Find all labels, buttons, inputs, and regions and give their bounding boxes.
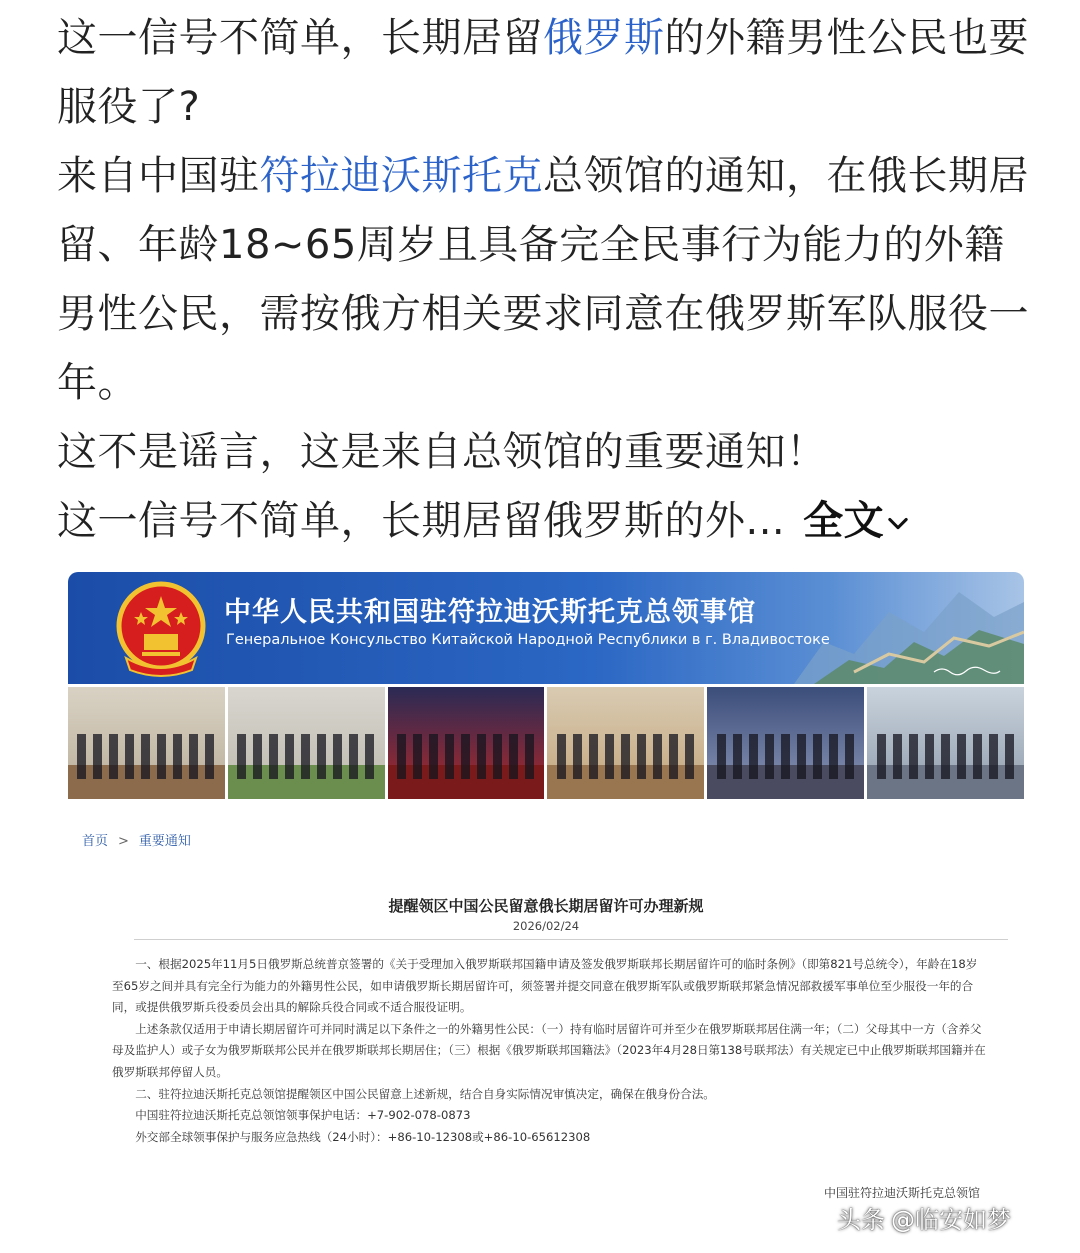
embedded-screenshot[interactable] [68, 572, 1024, 1237]
mfa-hotline: 外交部全球领事保护与服务应急热线（24小时）：+86-10-12308或+86-10-65612308 [135, 1129, 591, 1144]
post-paragraph-1 [57, 4, 1032, 142]
notice-paragraph: 二、驻符拉迪沃斯托克总领馆提醒领区中国公民留意上述新规，结合自身实际情况审慎决定，确保在俄身份合法。 [135, 1086, 715, 1101]
notice-title: 提醒领区中国公民留意俄长期居留许可办理新规 [388, 897, 704, 915]
notice-paragraph: 一、根据2025年11月5日俄罗斯总统普京签署的《关于受理加入俄罗斯联邦国籍申请及签发俄罗斯联邦长期居留许可的临时条例》（即第821号总统令），年龄在18岁至65岁之间并具有完全行为能力的外籍男性公民，如申请俄罗斯长期居留许可，须签署并提交同意在俄罗斯军队或俄罗斯联邦紧急情况部救援军事单位至少服役一年的合同，或提供俄罗斯兵役委员会出具的解除兵役合同或不适合服役证明。 [112, 957, 978, 1015]
notice-signature: 中国驻符拉迪沃斯托克总领馆 [823, 1186, 980, 1200]
post-paragraph-4 [57, 487, 1032, 556]
event-photo[interactable] [867, 687, 1024, 799]
event-photo[interactable] [68, 687, 225, 799]
post-paragraph-2 [57, 142, 1032, 418]
post-text-segment: 总领馆的通知，在俄长期居留、年龄18~65周岁且具备完全民事行为能力的外籍男性公民，需按俄方相关要求同意在俄罗斯军队服役一年。 [57, 153, 1029, 406]
event-photo[interactable] [547, 687, 704, 799]
post-text-segment: 这一信号不简单，长期居留 [57, 15, 543, 61]
banner-title-ru: Генеральное Консульство Китайской Народной Республики в г. Владивостоке [226, 632, 830, 648]
notice-date: 2026/02/24 [512, 919, 580, 933]
chevron-down-icon [884, 509, 912, 537]
post-text-segment: 的外籍男性公民也要服役了? [57, 15, 1029, 130]
post-text-segment: 来自中国驻 [57, 153, 260, 199]
notice-paragraph: 上述条款仅适用于申请长期居留许可并同时满足以下条件之一的外籍男性公民：（一）持有临时居留许可并至少在俄罗斯联邦居住满一年；（二）父母其中一方（含养父母及监护人）或子女为俄罗斯联邦公民并在俄罗斯联邦长期居住；（三）根据《俄罗斯联邦国籍法》（2023年4月28日第138号联邦法）有关规定已中止俄罗斯联邦国籍并在俄罗斯联邦停留人员。 [112, 1021, 986, 1079]
photo-strip [68, 687, 1024, 799]
toutiao-watermark [837, 1196, 1067, 1238]
breadcrumb-home[interactable]: 首页 [82, 834, 109, 849]
breadcrumb-separator: > [118, 834, 129, 849]
consulate-banner [68, 572, 1024, 684]
full-text-button[interactable] [803, 498, 912, 544]
full-text-label: 全文 [803, 498, 885, 544]
post-text [57, 4, 1032, 556]
watermark-brand: 头条 [837, 1205, 885, 1234]
national-emblem-icon [106, 578, 216, 680]
post-paragraph-3: 这不是谣言，这是来自总领馆的重要通知！ [57, 429, 827, 475]
banner-title-cn: 中华人民共和国驻符拉迪沃斯托克总领事馆 [224, 597, 756, 628]
event-photo[interactable] [228, 687, 385, 799]
breadcrumb [82, 830, 191, 849]
signature-scribble [932, 664, 1002, 676]
watermark-handle: @临安如梦 [891, 1205, 1011, 1234]
topic-link-russia[interactable]: 俄罗斯 [543, 15, 665, 61]
consulate-hotline: 中国驻符拉迪沃斯托克总领馆领事保护电话：+7-902-078-0873 [135, 1108, 471, 1123]
post-text-truncated: 这一信号不简单，长期居留俄罗斯的外... [57, 498, 786, 544]
breadcrumb-current[interactable]: 重要通知 [138, 834, 191, 849]
event-photo[interactable] [707, 687, 864, 799]
notice-body [112, 954, 988, 1148]
event-photo[interactable] [388, 687, 545, 799]
divider [134, 939, 1008, 940]
topic-link-vladivostok[interactable]: 符拉迪沃斯托克 [259, 153, 543, 199]
